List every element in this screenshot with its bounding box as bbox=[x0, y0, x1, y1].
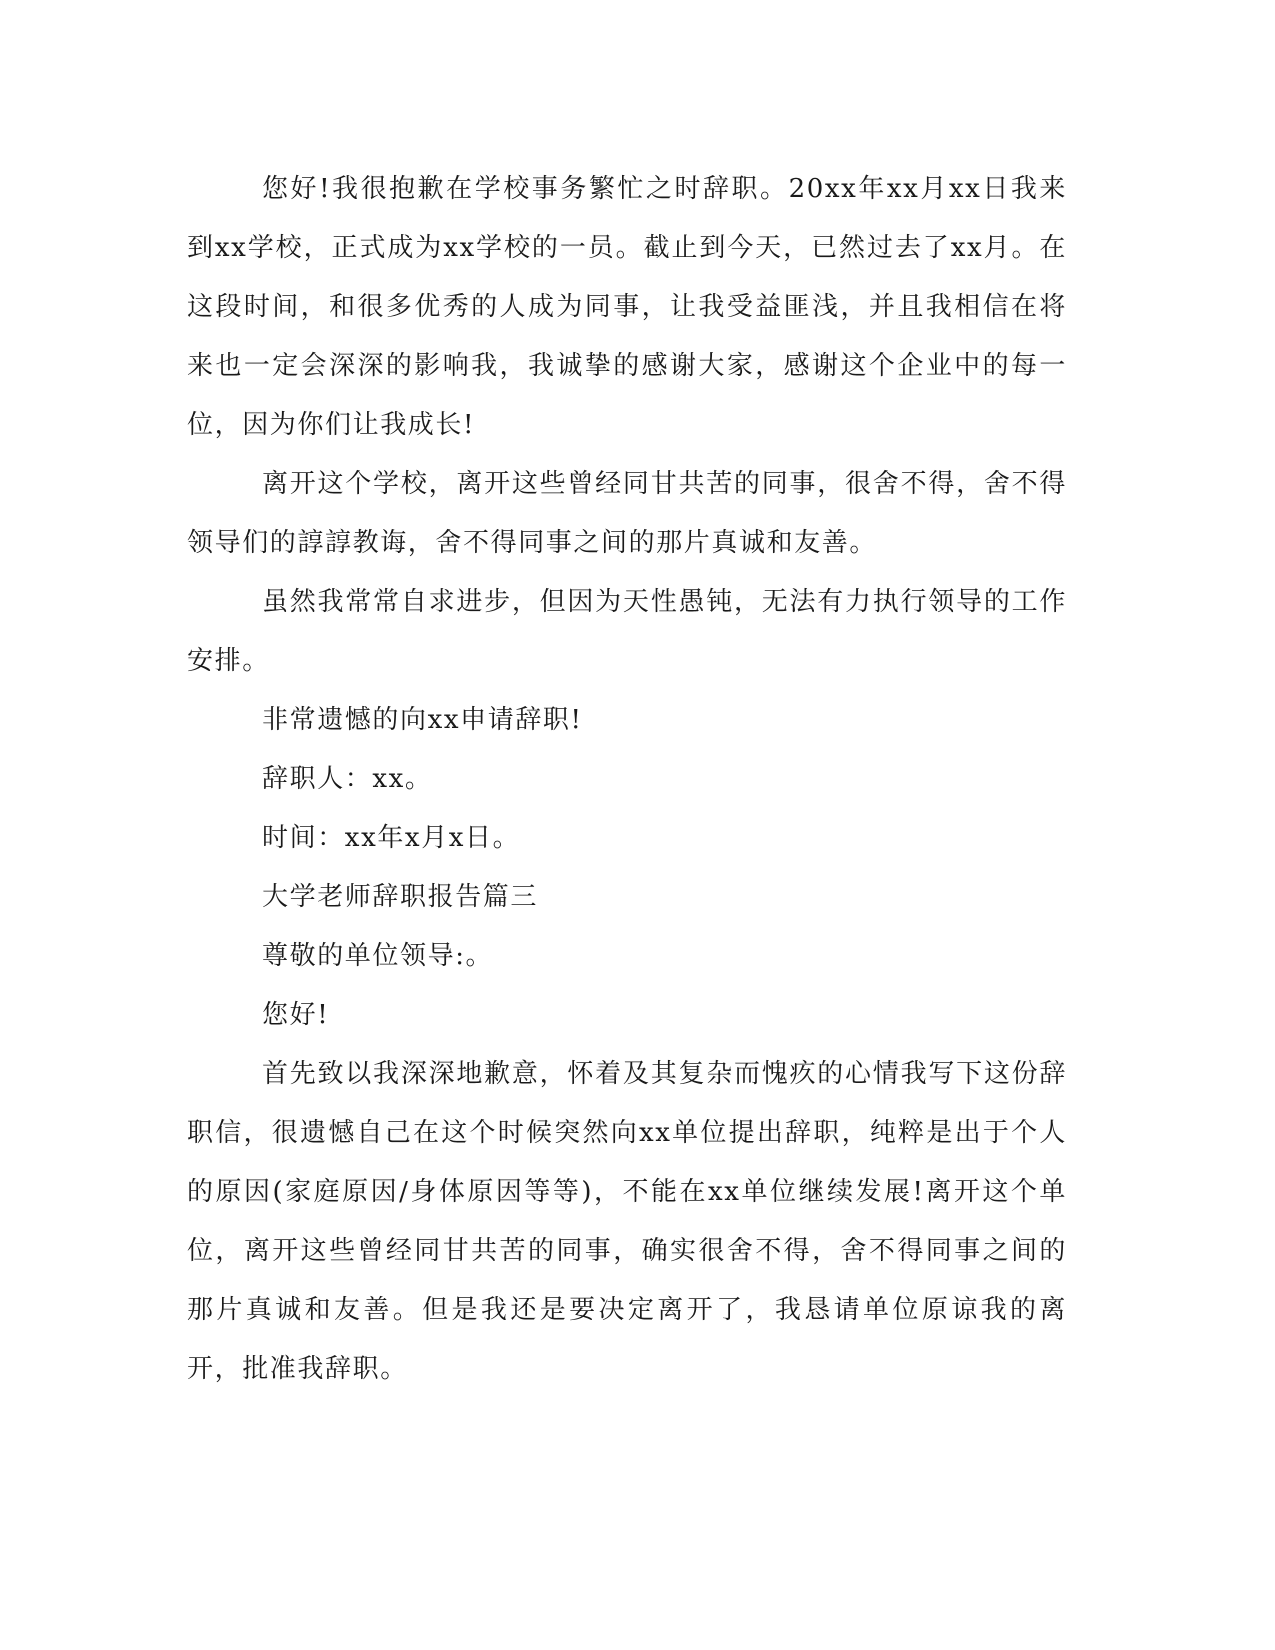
paragraph-resignation-request: 非常遗憾的向xx申请辞职! bbox=[262, 705, 583, 735]
section-heading: 大学老师辞职报告篇三 bbox=[262, 882, 539, 912]
paragraph-apology: 首先致以我深深地歉意，怀着及其复杂而愧疚的心情我写下这份辞职信，很遗憾自己在这个时候突然向xx单位提出辞职，纯粹是出于个人的原因(家庭原因/身体原因等等)，不能在xx单位继续发展!离开这个单位，离开这些曾经同甘共苦的同事，确实很舍不得，舍不得同事之间的那片真诚和友善。但是我还是要决定离开了，我恳请单位原谅我的离开，批准我辞职。 bbox=[187, 1059, 1067, 1384]
paragraph-self-assessment: 虽然我常常自求进步，但因为天性愚钝，无法有力执行领导的工作安排。 bbox=[187, 587, 1067, 676]
letter-body bbox=[187, 160, 1067, 1399]
salutation: 尊敬的单位领导:。 bbox=[262, 941, 494, 971]
paragraph-greeting-intro: 您好!我很抱歉在学校事务繁忙之时辞职。20xx年xx月xx日我来到xx学校，正式成为xx学校的一员。截止到今天，已然过去了xx月。在这段时间，和很多优秀的人成为同事，让我受益匪浅，并且我相信在将来也一定会深深的影响我，我诚挚的感谢大家，感谢这个企业中的每一位，因为你们让我成长! bbox=[187, 174, 1067, 440]
greeting: 您好! bbox=[262, 1000, 330, 1030]
signature-line: 辞职人：xx。 bbox=[262, 764, 433, 794]
paragraph-leaving-school: 离开这个学校，离开这些曾经同甘共苦的同事，很舍不得，舍不得领导们的諄諄教诲，舍不得同事之间的那片真诚和友善。 bbox=[187, 469, 1067, 558]
date-line: 时间：xx年x月x日。 bbox=[262, 823, 521, 853]
